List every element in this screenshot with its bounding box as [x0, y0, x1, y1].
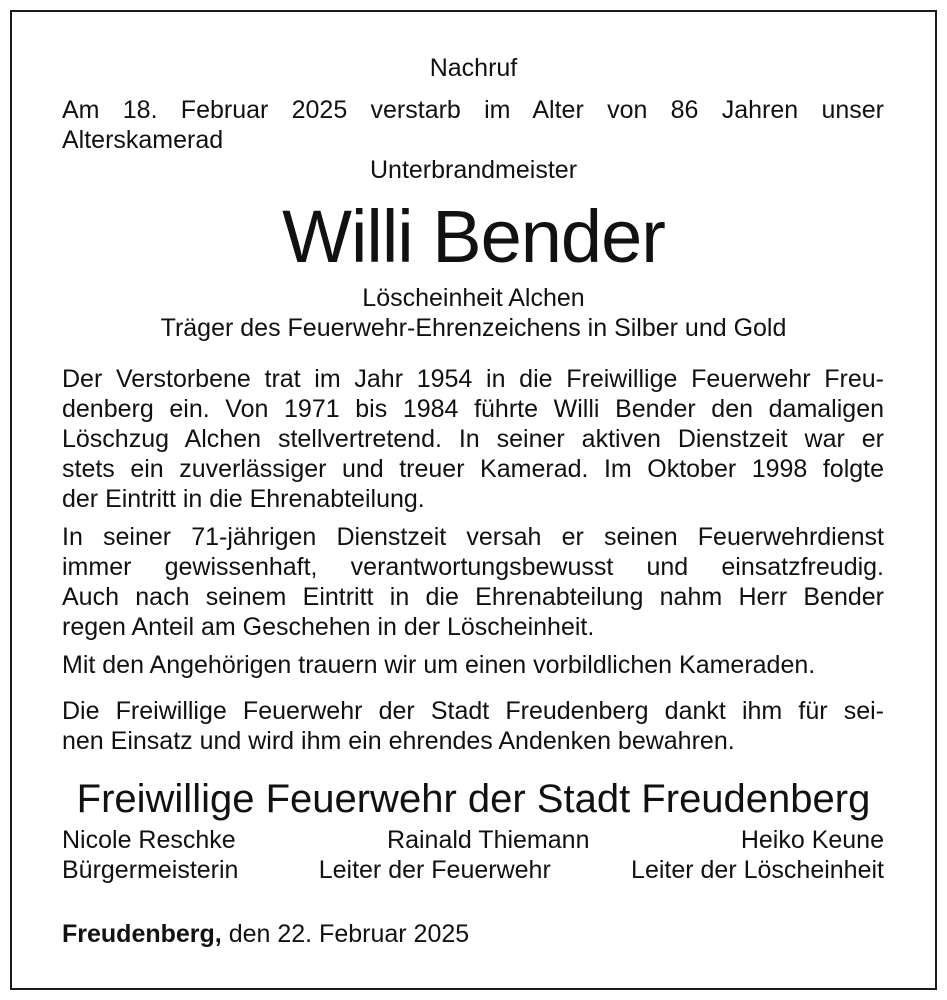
- paragraph-line: stets ein zuverlässiger und treuer Kamerad. Im Oktober 1998 folgte: [62, 455, 884, 483]
- paragraph-line: Löschzug Alchen stellvertretend. In seiner aktiven Dienstzeit war er: [62, 425, 884, 453]
- body-paragraph-1: [62, 364, 884, 514]
- intro-text-continued: Alterskamerad: [62, 126, 224, 154]
- paragraph-line: Mit den Angehörigen trauern wir um einen vorbildlichen Kameraden.: [62, 651, 816, 679]
- deceased-rank: Unterbrandmeister: [369, 156, 578, 184]
- paragraph-line: Die Freiwillige Feuerwehr der Stadt Freudenberg dankt ihm für sei-: [62, 697, 884, 725]
- body-paragraph-2: [62, 522, 884, 642]
- deceased-unit: Löscheinheit Alchen: [362, 284, 585, 312]
- signer-name: Rainald Thiemann: [387, 826, 590, 854]
- deceased-name: Willi Bender: [282, 195, 665, 278]
- paragraph-line: Der Verstorbene trat im Jahr 1954 in die Freiwillige Feuerwehr Freu-: [62, 365, 884, 393]
- paragraph-line: der Eintritt in die Ehrenabteilung.: [62, 485, 425, 513]
- paragraph-line: immer gewissenhaft, verantwortungsbewusst und einsatzfreudig.: [62, 553, 884, 581]
- body-paragraph-4: [62, 696, 884, 756]
- signer-titles: [62, 856, 884, 885]
- paragraph-line: regen Anteil am Geschehen in der Löscheinheit.: [62, 613, 595, 641]
- notice-heading: Nachruf: [429, 54, 518, 82]
- body-paragraph-3: [62, 650, 884, 680]
- place-name: Freudenberg,: [62, 920, 222, 948]
- deceased-award: Träger des Feuerwehr-Ehrenzeichens in Silber und Gold: [160, 314, 787, 342]
- signer-name: Nicole Reschke: [62, 826, 236, 854]
- signer-names: [62, 826, 884, 855]
- organization-name: Freiwillige Feuerwehr der Stadt Freudenberg: [76, 777, 871, 821]
- signer-title: Leiter der Löscheinheit: [631, 856, 884, 884]
- signer-name: Heiko Keune: [740, 826, 884, 854]
- paragraph-line: In seiner 71-jährigen Dienstzeit versah er seinen Feuerwehrdienst: [62, 523, 884, 551]
- signer-title: Bürgermeisterin: [62, 856, 239, 884]
- paragraph-line: nen Einsatz und wird ihm ein ehrendes Andenken bewahren.: [62, 727, 735, 755]
- notice-date: den 22. Februar 2025: [221, 920, 470, 948]
- intro-text: Am 18. Februar 2025 verstarb im Alter von 86 Jahren unser: [62, 96, 884, 124]
- paragraph-line: Auch nach seinem Eintritt in die Ehrenabteilung nahm Herr Bender: [62, 583, 884, 611]
- signer-title: Leiter der Feuerwehr: [318, 856, 551, 884]
- obituary-notice: [10, 10, 937, 990]
- paragraph-line: denberg ein. Von 1971 bis 1984 führte Willi Bender den damaligen: [62, 395, 884, 423]
- place-date-line: [62, 920, 469, 949]
